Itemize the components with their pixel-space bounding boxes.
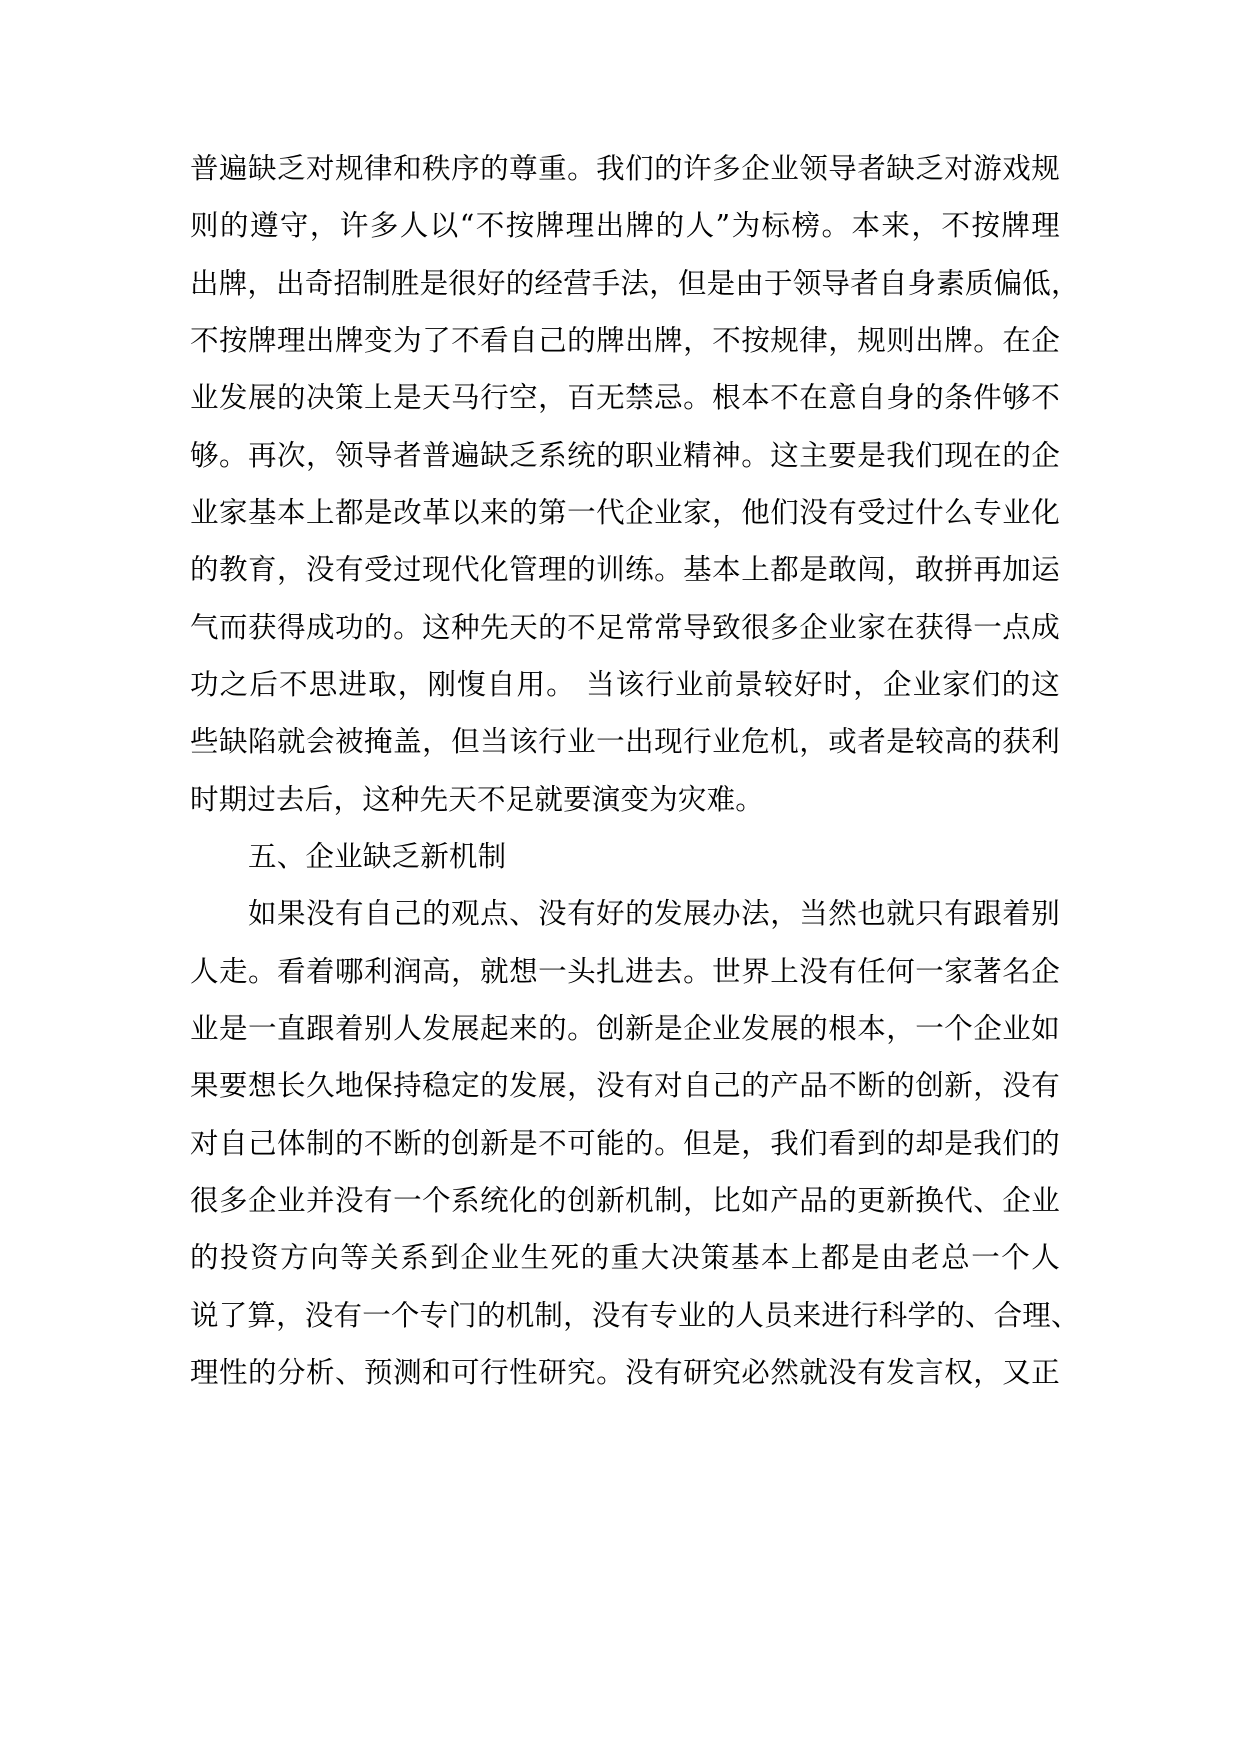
text-line-18: 对自己体制的不断的创新是不可能的。但是，我们看到的却是我们的 [190,1127,1060,1160]
text-line-8: 的教育，没有受过现代化管理的训练。基本上都是敢闯，敢拼再加运 [190,553,1060,586]
text-line-9: 气而获得成功的。这种先天的不足常常导致很多企业家在获得一点成 [190,611,1060,644]
text-line-20: 的投资方向等关系到企业生死的重大决策基本上都是由老总一个人 [190,1241,1060,1274]
text-line-15: 人走。看着哪利润高，就想一头扎进去。世界上没有任何一家著名企 [190,955,1060,988]
text-line-11: 些缺陷就会被掩盖，但当该行业一出现行业危机，或者是较高的获利 [190,725,1060,758]
text-line-10: 功之后不思进取，刚愎自用。 当该行业前景较好时，企业家们的这 [190,668,1060,701]
text-line-1: 普遍缺乏对规律和秩序的尊重。我们的许多企业领导者缺乏对游戏规 [190,152,1060,185]
text-line-2: 则的遵守，许多人以“不按牌理出牌的人”为标榜。本来，不按牌理 [190,209,1060,242]
text-line-19: 很多企业并没有一个系统化的创新机制，比如产品的更新换代、企业 [190,1184,1060,1217]
text-line-16: 业是一直跟着别人发展起来的。创新是企业发展的根本，一个企业如 [190,1012,1060,1045]
text-line-4: 不按牌理出牌变为了不看自己的牌出牌，不按规律，规则出牌。在企 [190,324,1060,357]
text-line-22: 理性的分析、预测和可行性研究。没有研究必然就没有发言权，又正 [190,1356,1060,1389]
text-line-12: 时期过去后，这种先天不足就要演变为灾难。 [190,783,765,816]
text-line-6: 够。再次，领导者普遍缺乏系统的职业精神。这主要是我们现在的企 [190,439,1060,472]
section-heading: 五、企业缺乏新机制 [248,840,507,873]
text-line-3: 出牌，出奇招制胜是很好的经营手法，但是由于领导者自身素质偏低， [190,267,1080,300]
text-line-7: 业家基本上都是改革以来的第一代企业家，他们没有受过什么专业化 [190,496,1060,529]
text-line-21: 说了算，没有一个专门的机制，没有专业的人员来进行科学的、合理、 [190,1299,1080,1332]
text-line-17: 果要想长久地保持稳定的发展，没有对自己的产品不断的创新，没有 [190,1069,1060,1102]
paragraph-first-line: 如果没有自己的观点、没有好的发展办法，当然也就只有跟着别 [248,897,1060,930]
text-line-5: 业发展的决策上是天马行空，百无禁忌。根本不在意自身的条件够不 [190,381,1060,414]
